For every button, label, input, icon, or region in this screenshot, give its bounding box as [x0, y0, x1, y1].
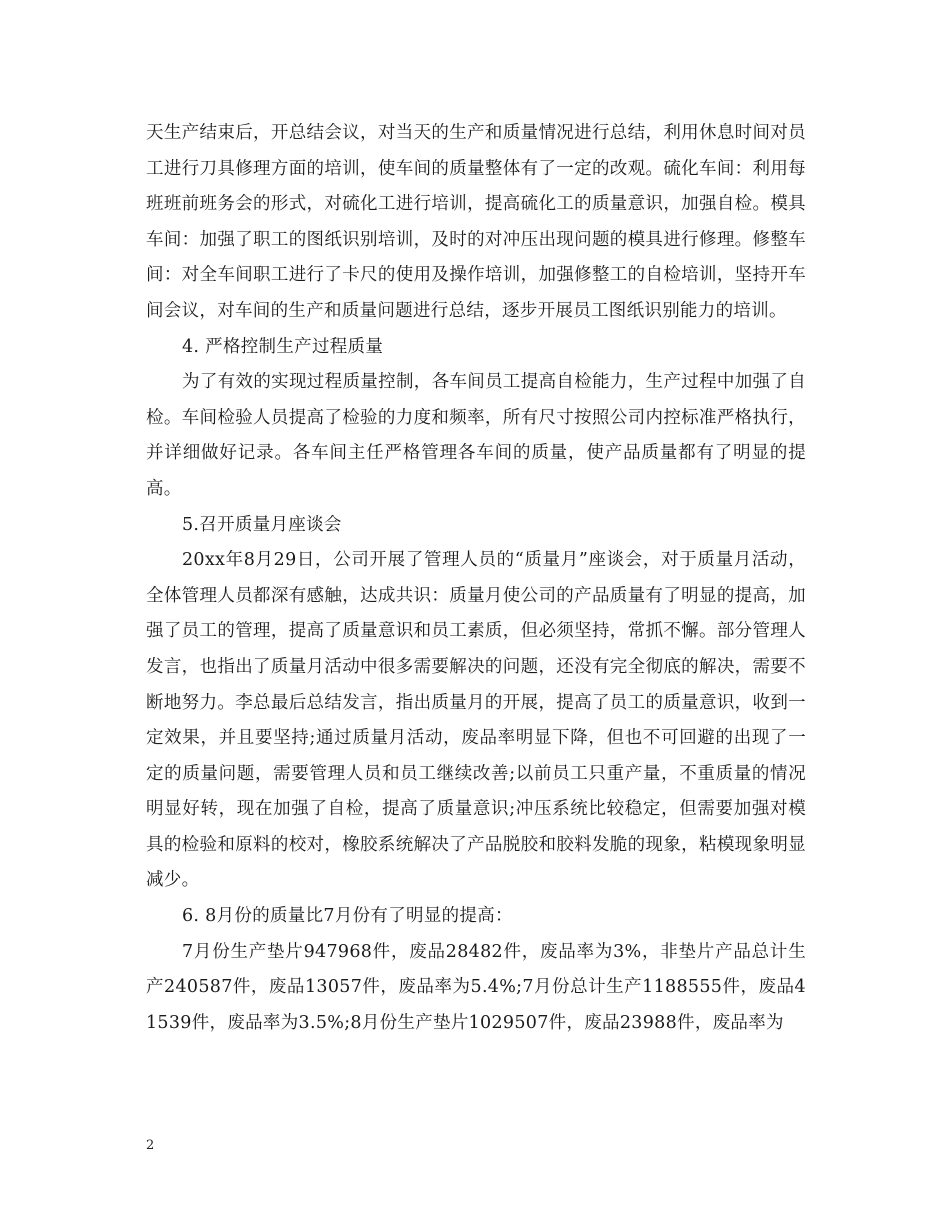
heading-august-quality-improvement: 6. 8月份的质量比7月份有了明显的提高： — [182, 906, 513, 927]
paragraph-process-quality-control: 为了有效的实现过程质量控制，各车间员工提高自检能力，生产过程中加强了自检。车间检验人员提高了检验的力度和频率，所有尺寸按照公司内控标准严格执行，并详细做好记录。各车间主任严格管理各车间的质量，使产品质量都有了明显的提高。 — [146, 372, 806, 499]
paragraph-quality-month-meeting: 20xx年8月29日，公司开展了管理人员的“质量月”座谈会，对于质量月活动，全体管理人员都深有感触，达成共识：质量月使公司的产品质量有了明显的提高，加强了员工的管理，提高了质量意识和员工素质，但必须坚持，常抓不懈。部分管理人发言，也指出了质量月活动中很多需要解决的问题，还没有完全彻底的解决，需要不断地努力。李总最后总结发言，指出质量月的开展，提高了员工的质量意识，收到一定效果，并且要坚持;通过质量月活动，废品率明显下降，但也不可回避的出现了一定的质量问题，需要管理人员和员工继续改善;以前员工只重产量，不重质量的情况明显好转，现在加强了自检，提高了质量意识;冲压系统比较稳定，但需要加强对模具的检验和原料的校对，橡胶系统解决了产品脱胶和胶料发脆的现象，粘模现象明显减少。 — [146, 550, 806, 891]
paragraph-workshop-training: 天生产结束后，开总结会议，对当天的生产和质量情况进行总结，利用休息时间对员工进行刀具修理方面的培训，使车间的质量整体有了一定的改观。硫化车间：利用每班班前班务会的形式，对硫化工进行培训，提高硫化工的质量意识，加强自检。模具车间：加强了职工的图纸识别培训，及时的对冲压出现问题的模具进行修理。修整车间：对全车间职工进行了卡尺的使用及操作培训，加强修整工的自检培训，坚持开车间会议，对车间的生产和质量问题进行总结，逐步开展员工图纸识别能力的培训。 — [146, 123, 806, 321]
heading-process-quality-control: 4. 严格控制生产过程质量 — [182, 336, 384, 357]
document-body — [146, 116, 806, 1041]
page-number: 2 — [146, 1138, 155, 1153]
paragraph-production-statistics: 7月份生产垫片947968件，废品28482件，废品率为3%，非垫片产品总计生产240587件，废品13057件，废品率为5.4%;7月份总计生产1188555件，废品41539件，废品率为3.5%;8月份生产垫片1029507件，废品23988件，废品率为 — [146, 941, 806, 1033]
heading-quality-month-meeting: 5.召开质量月座谈会 — [182, 514, 342, 535]
